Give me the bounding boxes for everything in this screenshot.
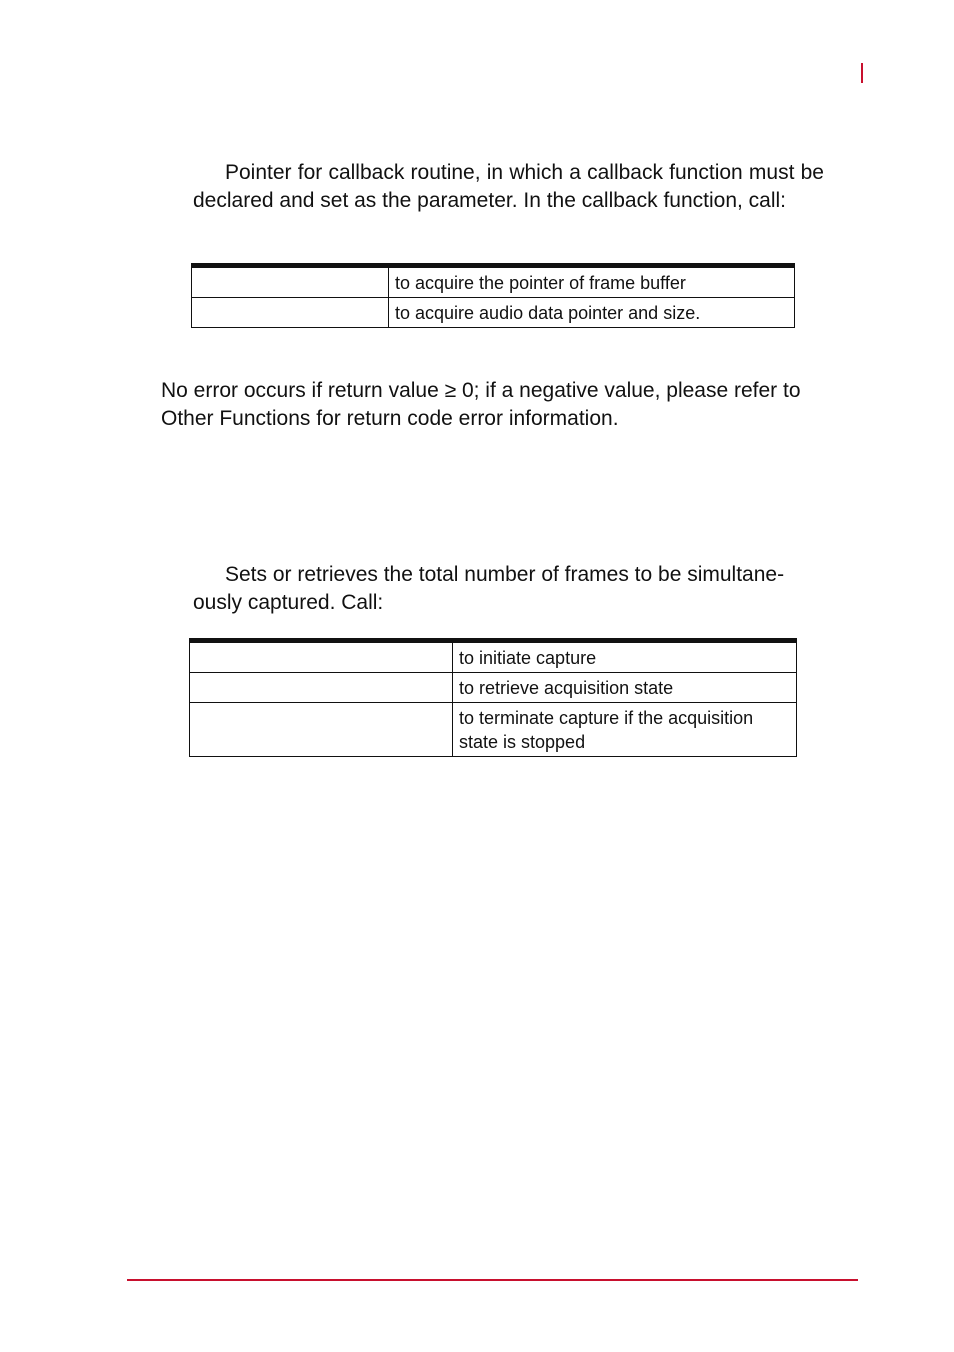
function-purpose-cell: to acquire the pointer of frame buffer (389, 266, 795, 298)
frames-description: Sets or retrieves the total number of frames to be simultane-ously captured. Call: (193, 563, 785, 614)
table-row (190, 703, 797, 757)
function-name-cell (190, 641, 453, 673)
capture-functions-table (189, 638, 797, 757)
callback-functions-table (191, 263, 795, 328)
header-accent-bar (861, 63, 863, 83)
function-purpose-cell: to terminate capture if the acquisition state is stopped (453, 703, 797, 757)
table-row (190, 641, 797, 673)
function-name-cell (190, 703, 453, 757)
table-row (192, 298, 795, 328)
table-row (190, 673, 797, 703)
callback-description: Pointer for callback routine, in which a callback function must be declared and set as the parameter. In the callback function, call: (193, 161, 824, 212)
function-name-cell (192, 298, 389, 328)
function-purpose-cell: to acquire audio data pointer and size. (389, 298, 795, 328)
function-name-cell (192, 266, 389, 298)
function-purpose-cell: to retrieve acquisition state (453, 673, 797, 703)
return-value-description: No error occurs if return value ≥ 0; if a negative value, please refer to Other Functions for return code error information. (161, 379, 801, 430)
function-purpose-cell: to initiate capture (453, 641, 797, 673)
function-name-cell (190, 673, 453, 703)
table-row (192, 266, 795, 298)
footer-rule (127, 1279, 858, 1281)
